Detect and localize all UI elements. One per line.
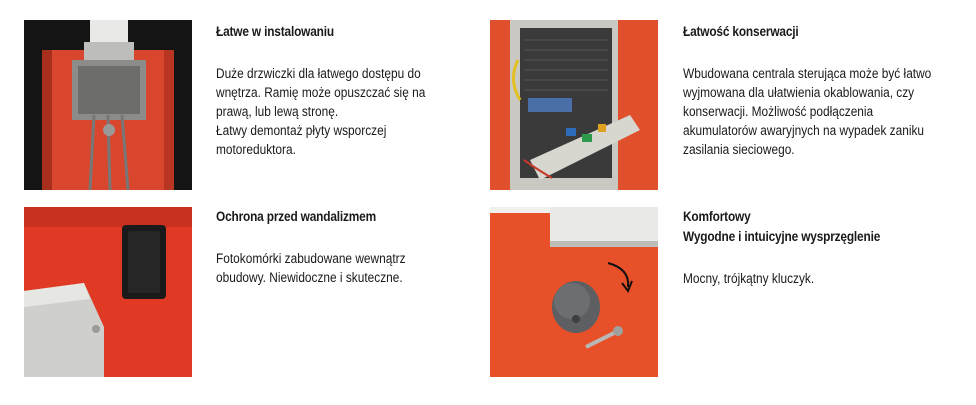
release-description: Mocny, trójkątny kluczyk. <box>683 271 815 286</box>
installation-photo <box>24 20 192 190</box>
installation-description: Duże drzwiczki dla łatwego dostępu do wnętrza. Ramię może opuszczać się na prawą, lub lewą stronę. Łatwy demontaż płyty wsporczej motoreduktora. <box>216 66 426 157</box>
release-photo <box>490 207 658 377</box>
vandalism-description: Fotokomórki zabudowane wewnątrz obudowy. Niewidoczne i skuteczne. <box>216 251 406 285</box>
vandalism-title: Ochrona przed wandalizmem <box>216 209 376 224</box>
maintenance-photo <box>490 20 658 190</box>
release-title: Komfortowy Wygodne i intuicyjne wysprzęglenie <box>683 209 881 244</box>
maintenance-description: Wbudowana centrala sterująca może być łatwo wyjmowana dla ułatwienia okablowania, czy konserwacji. Możliwość podłączenia akumulatorów awaryjnych na wypadek zaniku zasilania sieciowego. <box>683 66 932 157</box>
installation-title: Łatwe w instalowaniu <box>216 24 334 39</box>
vandalism-photo <box>24 207 192 377</box>
maintenance-title: Łatwość konserwacji <box>683 24 799 39</box>
